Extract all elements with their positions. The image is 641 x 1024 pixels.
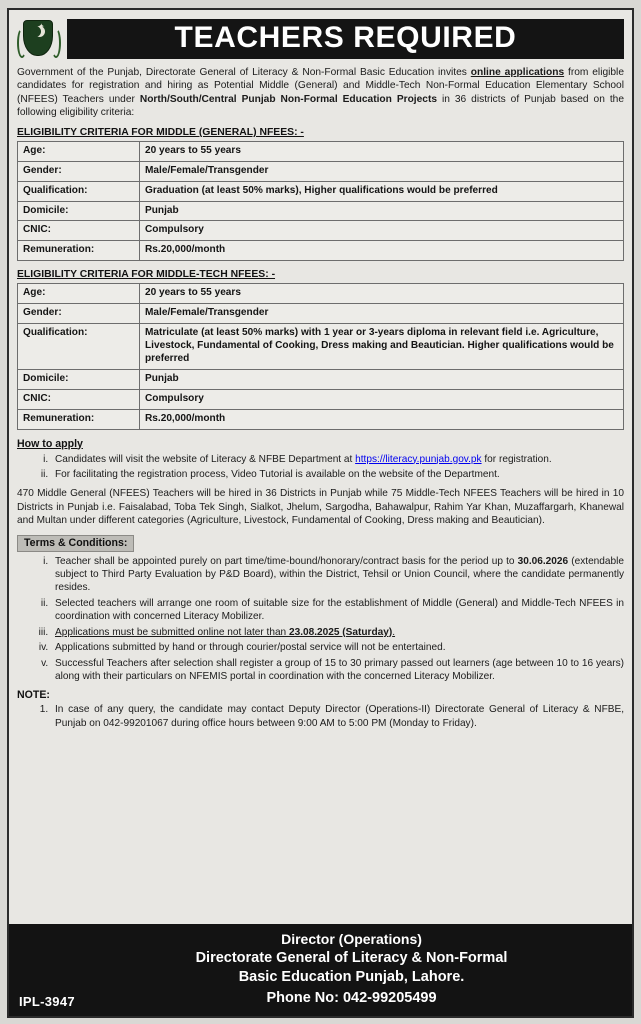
list-item — [51, 641, 624, 654]
criteria-label: Remuneration: — [18, 409, 140, 429]
criteria-label: CNIC: — [18, 221, 140, 241]
table-row — [18, 241, 624, 261]
middle-general-heading: ELIGIBILITY CRITERIA FOR MIDDLE (GENERAL) NFEES: - — [17, 126, 304, 138]
term-text-post: (extendable subject to Third Party Evaluation by P&D Board), within the District, Tehsil or Union Council, where the candidate permanently resides. — [55, 555, 624, 594]
intro-part2: from eligible candidates for registration and hiring as Potential Middle (General) and Middle-Tech Non-Formal Education Elementary School (NFEES) Teachers under — [17, 67, 624, 105]
table-row — [18, 324, 624, 370]
criteria-value: Compulsory — [140, 221, 624, 241]
terms-conditions-heading: Terms & Conditions: — [17, 535, 134, 552]
header — [17, 16, 624, 62]
middle-general-criteria-table — [17, 141, 624, 261]
intro-projects: North/South/Central Punjab Non-Formal Education Projects — [139, 93, 438, 105]
term-text-post: . — [392, 626, 396, 638]
intro-paragraph — [17, 66, 624, 120]
criteria-label: CNIC: — [18, 389, 140, 409]
term-text-pre: Selected teachers will arrange one room of suitable size for the establishment of Middle (General) and Middle-Tech NFEES in coordination with concerned Literacy Mobilizer. — [55, 597, 624, 623]
criteria-label: Domicile: — [18, 369, 140, 389]
criteria-value: Male/Female/Transgender — [140, 304, 624, 324]
list-item — [51, 657, 624, 684]
table-row — [18, 161, 624, 181]
criteria-value: Male/Female/Transgender — [140, 161, 624, 181]
list-item — [51, 703, 624, 730]
intro-part3: in 36 districts of Punjab based on the following eligibility criteria: — [17, 93, 624, 119]
criteria-label: Gender: — [18, 304, 140, 324]
table-row — [18, 304, 624, 324]
footer-phone: Phone No: 042-99205499 — [266, 989, 437, 1006]
criteria-value: Graduation (at least 50% marks), Higher qualifications would be preferred — [140, 181, 624, 201]
table-row — [18, 409, 624, 429]
list-item — [51, 453, 624, 466]
how-to-apply-list — [17, 453, 624, 482]
middle-tech-heading: ELIGIBILITY CRITERIA FOR MIDDLE-TECH NFEES: - — [17, 269, 276, 281]
note-list — [17, 703, 624, 730]
intro-part1: Government of the Punjab, Directorate General of Literacy & Non-Formal Basic Education invites — [17, 67, 471, 78]
table-row — [18, 141, 624, 161]
footer — [9, 924, 632, 1016]
page-title: TEACHERS REQUIRED — [67, 19, 624, 59]
punjab-government-crest-icon: ✦ — [17, 16, 61, 62]
criteria-label: Age: — [18, 284, 140, 304]
criteria-value: Rs.20,000/month — [140, 409, 624, 429]
apply-step-text: Candidates will visit the website of Literacy & NFBE Department at — [55, 453, 356, 465]
criteria-label: Gender: — [18, 161, 140, 181]
criteria-label: Age: — [18, 141, 140, 161]
footer-designation: Director (Operations) — [281, 930, 422, 947]
terms-conditions-list — [17, 555, 624, 684]
criteria-value: 20 years to 55 years — [140, 141, 624, 161]
criteria-value: Punjab — [140, 369, 624, 389]
apply-step-text: For facilitating the registration process, Video Tutorial is available on the website of the Department. — [55, 468, 500, 480]
note-text: In case of any query, the candidate may contact Deputy Director (Operations-II) Directorate General of Literacy & NFBE, Punjab on 042-99201067 during office hours between 9:00 AM to 5:00 PM (Monday to Friday). — [55, 704, 624, 729]
term-text-pre: Applications submitted by hand or through courier/postal service will not be entertained. — [55, 642, 446, 654]
footer-department-line1: Directorate General of Literacy & Non-Formal — [195, 949, 508, 966]
table-row — [18, 221, 624, 241]
intro-online-applications: online applications — [470, 67, 565, 78]
criteria-value: Matriculate (at least 50% marks) with 1 year or 3-years diploma in relevant field i.e. Agriculture, Livestock, Fundamental of Cooking, Dress making and Beautician. Higher qualifications would be preferred — [140, 324, 624, 370]
footer-department-line2: Basic Education Punjab, Lahore. — [238, 969, 465, 986]
table-row — [18, 201, 624, 221]
how-to-apply-heading: How to apply — [17, 437, 83, 450]
table-row — [18, 369, 624, 389]
term-text-bold: 23.08.2025 (Saturday) — [288, 626, 393, 638]
apply-step-text-post: for registration. — [481, 453, 552, 465]
term-text-pre: Applications must be submitted online not later than — [55, 626, 289, 638]
advertisement-sheet — [7, 8, 634, 1018]
criteria-value: Rs.20,000/month — [140, 241, 624, 261]
list-item — [51, 597, 624, 624]
list-item — [51, 468, 624, 481]
term-text-pre: Successful Teachers after selection shall register a group of 15 to 30 primary passed out learners (age between 10 to 16 years) along with their particulars on NFEMIS portal in coordination with the concerned Literacy Mobilizer. — [55, 657, 624, 682]
list-item — [51, 555, 624, 595]
table-row — [18, 284, 624, 304]
criteria-label: Qualification: — [18, 181, 140, 201]
criteria-value: Punjab — [140, 201, 624, 221]
term-text-pre: Teacher shall be appointed purely on part time/time-bound/honorary/contract basis for the period up to — [55, 555, 518, 567]
criteria-label: Qualification: — [18, 324, 140, 370]
criteria-value: Compulsory — [140, 389, 624, 409]
criteria-label: Domicile: — [18, 201, 140, 221]
middle-tech-criteria-table — [17, 283, 624, 429]
literacy-portal-link[interactable]: https://literacy.punjab.gov.pk — [355, 453, 482, 465]
table-row — [18, 181, 624, 201]
note-heading: NOTE: — [17, 689, 50, 702]
districts-paragraph: 470 Middle General (NFEES) Teachers will be hired in 36 Districts in Punjab while 75 Middle-Tech NFEES Teachers will be hired in 10 Districts in Punjab i.e. Faisalabad, Toba Tek Singh, Sialkot, Jhelum, Sargodha, Bahawalpur, Rahim Yar Khan, Muzaffargarh, Khanewal and Multan under different categories (Agriculture, Livestock, Fundamental of Cooking, Dress making and Beautician). — [17, 488, 624, 527]
term-text-bold: 30.06.2026 — [517, 555, 569, 567]
criteria-label: Remuneration: — [18, 241, 140, 261]
reference-code: IPL-3947 — [19, 994, 75, 1009]
table-row — [18, 389, 624, 409]
list-item — [51, 626, 624, 639]
criteria-value: 20 years to 55 years — [140, 284, 624, 304]
